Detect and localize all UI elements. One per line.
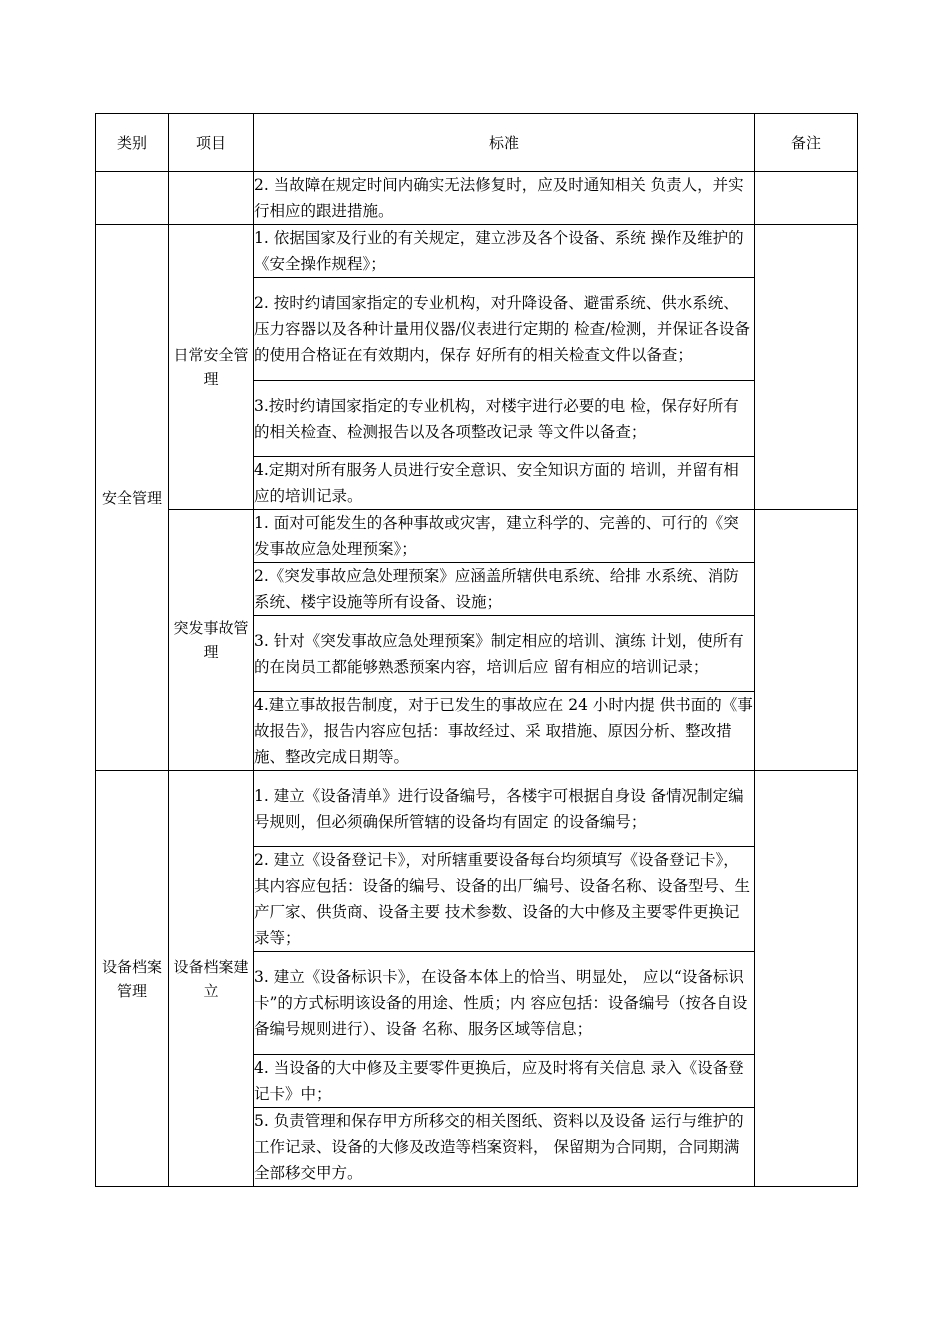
remark-cell [755, 172, 858, 225]
header-remark: 备注 [755, 114, 858, 172]
item-archive: 设备档案建立 [169, 771, 254, 1187]
standard-cell: 3. 建立《设备标识卡》，在设备本体上的恰当、明显处， 应以“设备标识卡”的方式标明该设备的用途、性质；内 容应包括：设备编号（按各自设备编号规则进行）、设备 名称、服务区域等信息； [254, 952, 755, 1055]
standard-cell: 2.《突发事故应急处理预案》应涵盖所辖供电系统、给排 水系统、消防系统、楼宇设施等所有设备、设施； [254, 563, 755, 616]
header-row [96, 114, 858, 172]
standard-cell: 1. 依据国家及行业的有关规定，建立涉及各个设备、系统 操作及维护的《安全操作规程》； [254, 225, 755, 278]
header-category: 类别 [96, 114, 169, 172]
standard-cell: 4.定期对所有服务人员进行安全意识、安全知识方面的 培训，并留有相应的培训记录。 [254, 457, 755, 510]
item-cell-empty [169, 172, 254, 225]
table-row [96, 510, 858, 563]
category-safety: 安全管理 [96, 225, 169, 771]
standard-cell: 2. 按时约请国家指定的专业机构，对升降设备、避雷系统、供水系统、压力容器以及各种计量用仪器/仪表进行定期的 检查/检测，并保证各设备的使用合格证在有效期内，保存 好所有的相关检查文件以备查； [254, 278, 755, 381]
standard-cell: 1. 建立《设备清单》进行设备编号，各楼宇可根据自身设 备情况制定编号规则，但必须确保所管辖的设备均有固定 的设备编号； [254, 771, 755, 847]
remark-cell [755, 225, 858, 510]
standard-cell: 3.按时约请国家指定的专业机构，对楼宇进行必要的电 检，保存好所有的相关检查、检测报告以及各项整改记录 等文件以备查； [254, 381, 755, 457]
table-row [96, 225, 858, 278]
standards-table [95, 113, 858, 1187]
standard-cell: 3. 针对《突发事故应急处理预案》制定相应的培训、演练 计划，使所有的在岗员工都能够熟悉预案内容，培训后应 留有相应的培训记录； [254, 616, 755, 692]
item-emergency: 突发事故管理 [169, 510, 254, 771]
header-item: 项目 [169, 114, 254, 172]
standard-cell: 1. 面对可能发生的各种事故或灾害，建立科学的、完善的、可行的《突发事故应急处理预案》； [254, 510, 755, 563]
remark-cell [755, 771, 858, 1187]
header-standard: 标准 [254, 114, 755, 172]
standard-cell: 2. 当故障在规定时间内确实无法修复时，应及时通知相关 负责人，并实行相应的跟进措施。 [254, 172, 755, 225]
table-row [96, 172, 858, 225]
standard-cell: 2. 建立《设备登记卡》，对所辖重要设备每台均须填写《设备登记卡》，其内容应包括：设备的编号、设备的出厂编号、设备名称、设备型号、生产厂家、供货商、设备主要 技术参数、设备的大中修及主要零件更换记录等； [254, 847, 755, 952]
standard-cell: 4.建立事故报告制度，对于已发生的事故应在 24 小时内提 供书面的《事故报告》，报告内容应包括：事故经过、采 取措施、原因分析、整改措施、整改完成日期等。 [254, 692, 755, 771]
standard-cell: 4. 当设备的大中修及主要零件更换后，应及时将有关信息 录入《设备登记卡》中； [254, 1055, 755, 1108]
category-archive: 设备档案管理 [96, 771, 169, 1187]
remark-cell [755, 510, 858, 771]
item-daily-safety: 日常安全管理 [169, 225, 254, 510]
standard-cell: 5. 负责管理和保存甲方所移交的相关图纸、资料以及设备 运行与维护的工作记录、设备的大修及改造等档案资料， 保留期为合同期，合同期满全部移交甲方。 [254, 1108, 755, 1187]
table-row [96, 771, 858, 847]
category-cell-empty [96, 172, 169, 225]
